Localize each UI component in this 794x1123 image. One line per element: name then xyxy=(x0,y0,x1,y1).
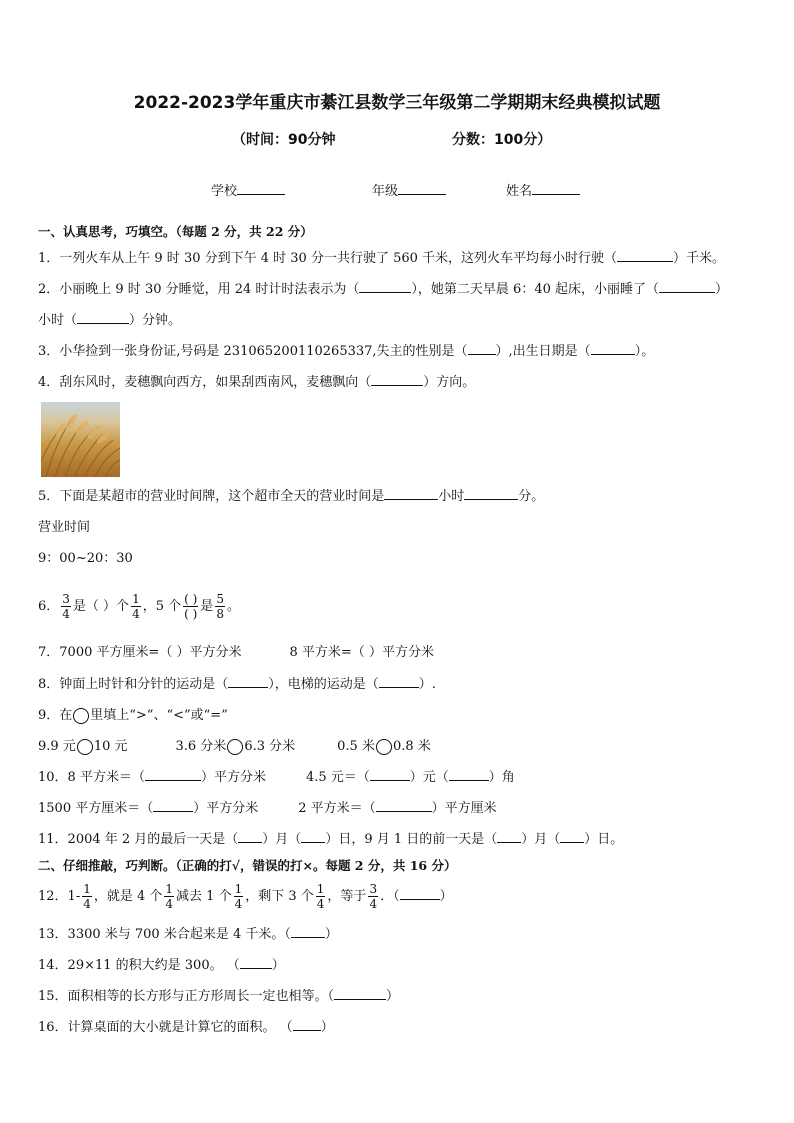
question-6: 6． $\frac{3}{4}$ 是（ ）个 $\frac{1}{4}$ ，5 个 $\frac{( )}{( )}$ 是 $\frac{5}{8}$ 。 xyxy=(38,592,240,621)
question-16: 16．计算桌面的大小就是计算它的面积。 （ ） xyxy=(38,1020,334,1035)
fraction: $\frac{1}{4}$ xyxy=(132,592,140,621)
store-hours: 9：00~20：30 xyxy=(38,551,133,566)
question-9: 9．在 里填上“>”、“<”或“=” xyxy=(38,708,228,723)
answer-blank[interactable] xyxy=(379,675,419,688)
fraction: $\frac{3}{4}$ xyxy=(62,592,70,621)
fraction: $\frac{1}{4}$ xyxy=(165,882,174,911)
answer-blank[interactable] xyxy=(301,830,325,843)
question-1: 1．一列火车从上午 9 时 30 分到下午 4 时 30 分一共行驶了 560 千米，这列火车平均每小时行驶（ ）千米。 xyxy=(38,251,726,266)
school-field: 学校 xyxy=(211,180,285,199)
answer-blank[interactable] xyxy=(659,280,715,293)
answer-blank[interactable] xyxy=(238,830,262,843)
name-blank[interactable] xyxy=(532,182,580,195)
wheat-field-image xyxy=(41,402,120,477)
section-2-heading: 二、仔细推敲，巧判断。（正确的打√，错误的打×。每题 2 分，共 16 分） xyxy=(38,858,457,873)
answer-blank[interactable] xyxy=(293,1018,321,1031)
compare-circle-icon xyxy=(73,708,89,724)
store-hours-title: 营业时间 xyxy=(38,520,91,535)
compare-circle-icon[interactable] xyxy=(77,739,93,755)
grade-field: 年级 xyxy=(372,180,446,199)
question-15: 15．面积相等的长方形与正方形周长一定也相等。（ ） xyxy=(38,989,400,1004)
fraction: $\frac{3}{4}$ xyxy=(369,882,378,911)
answer-blank[interactable] xyxy=(145,768,201,781)
question-7: 7．7000 平方厘米=（ ）平方分米 8 平方米=（ ）平方分米 xyxy=(38,645,434,660)
fraction-blank[interactable]: $\frac{( )}{( )}$ xyxy=(184,592,198,621)
answer-blank[interactable] xyxy=(376,799,432,812)
answer-blank[interactable] xyxy=(228,675,268,688)
answer-blank[interactable] xyxy=(617,249,673,262)
compare-circle-icon[interactable] xyxy=(376,739,392,755)
question-5: 5．下面是某超市的营业时间牌，这个超市全天的营业时间是 小时 分。 xyxy=(38,489,545,504)
question-14: 14．29×11 的积大约是 300。 （ ） xyxy=(38,958,285,973)
section-1-heading: 一、认真思考，巧填空。（每题 2 分，共 22 分） xyxy=(38,224,313,239)
question-2-cont: 小时（ ）分钟。 xyxy=(38,313,182,328)
answer-blank[interactable] xyxy=(153,799,193,812)
question-9-items: 9.9 元 10 元 3.6 分米 6.3 分米 0.5 米 0.8 米 xyxy=(38,739,431,754)
answer-blank[interactable] xyxy=(77,311,129,324)
grade-blank[interactable] xyxy=(398,182,446,195)
name-field: 姓名 xyxy=(506,180,580,199)
fraction: $\frac{5}{8}$ xyxy=(216,592,224,621)
question-3: 3．小华捡到一张身份证,号码是 231065200110265337,失主的性别是（ ）,出生日期是（ ）。 xyxy=(38,344,655,359)
question-10: 10．8 平方米＝（ ）平方分米 4.5 元＝（ ）元（ ）角 xyxy=(38,770,515,785)
answer-blank[interactable] xyxy=(240,956,272,969)
answer-blank[interactable] xyxy=(400,887,440,900)
question-2: 2．小丽晚上 9 时 30 分睡觉，用 24 时计时法表示为（ ），她第二天早晨 6：40 起床，小丽睡了（ ） xyxy=(38,282,729,297)
question-11: 11．2004 年 2 月的最后一天是（ ）月（ ）日，9 月 1 日的前一天是（ ）月（ ）日。 xyxy=(38,832,624,847)
answer-blank[interactable] xyxy=(291,925,325,938)
fraction: $\frac{1}{4}$ xyxy=(316,882,325,911)
answer-blank[interactable] xyxy=(371,373,423,386)
fraction: $\frac{1}{4}$ xyxy=(234,882,243,911)
page-title: 2022-2023学年重庆市綦江县数学三年级第二学期期末经典模拟试题 xyxy=(133,93,661,113)
school-blank[interactable] xyxy=(237,182,285,195)
answer-blank[interactable] xyxy=(384,487,438,500)
exam-score: 分数：100分） xyxy=(452,132,552,148)
question-10-cont: 1500 平方厘米＝（ ）平方分米 2 平方米＝（ ）平方厘米 xyxy=(38,801,497,816)
answer-blank[interactable] xyxy=(560,830,584,843)
answer-blank[interactable] xyxy=(370,768,410,781)
answer-blank[interactable] xyxy=(449,768,489,781)
answer-blank[interactable] xyxy=(359,280,411,293)
exam-time: （时间：90分钟 xyxy=(232,132,336,148)
answer-blank[interactable] xyxy=(497,830,521,843)
answer-blank[interactable] xyxy=(468,342,496,355)
fraction: $\frac{1}{4}$ xyxy=(83,882,91,911)
question-12: 12．1- $\frac{1}{4}$ ，就是 4 个 $\frac{1}{4}$ 减去 1 个 $\frac{1}{4}$ ，剩下 3 个 $\frac{1}{4}$ ，等于 $\frac{3}{4}$ ．（ ） xyxy=(38,882,453,911)
compare-circle-icon[interactable] xyxy=(227,739,243,755)
answer-blank[interactable] xyxy=(464,487,518,500)
question-8: 8．钟面上时针和分针的运动是（ ），电梯的运动是（ ）. xyxy=(38,677,436,692)
answer-blank[interactable] xyxy=(334,987,386,1000)
question-4: 4．刮东风时，麦穗飘向西方，如果刮西南风，麦穗飘向（ ）方向。 xyxy=(38,375,476,390)
answer-blank[interactable] xyxy=(591,342,635,355)
question-13: 13．3300 米与 700 米合起来是 4 千米。（ ） xyxy=(38,927,338,942)
